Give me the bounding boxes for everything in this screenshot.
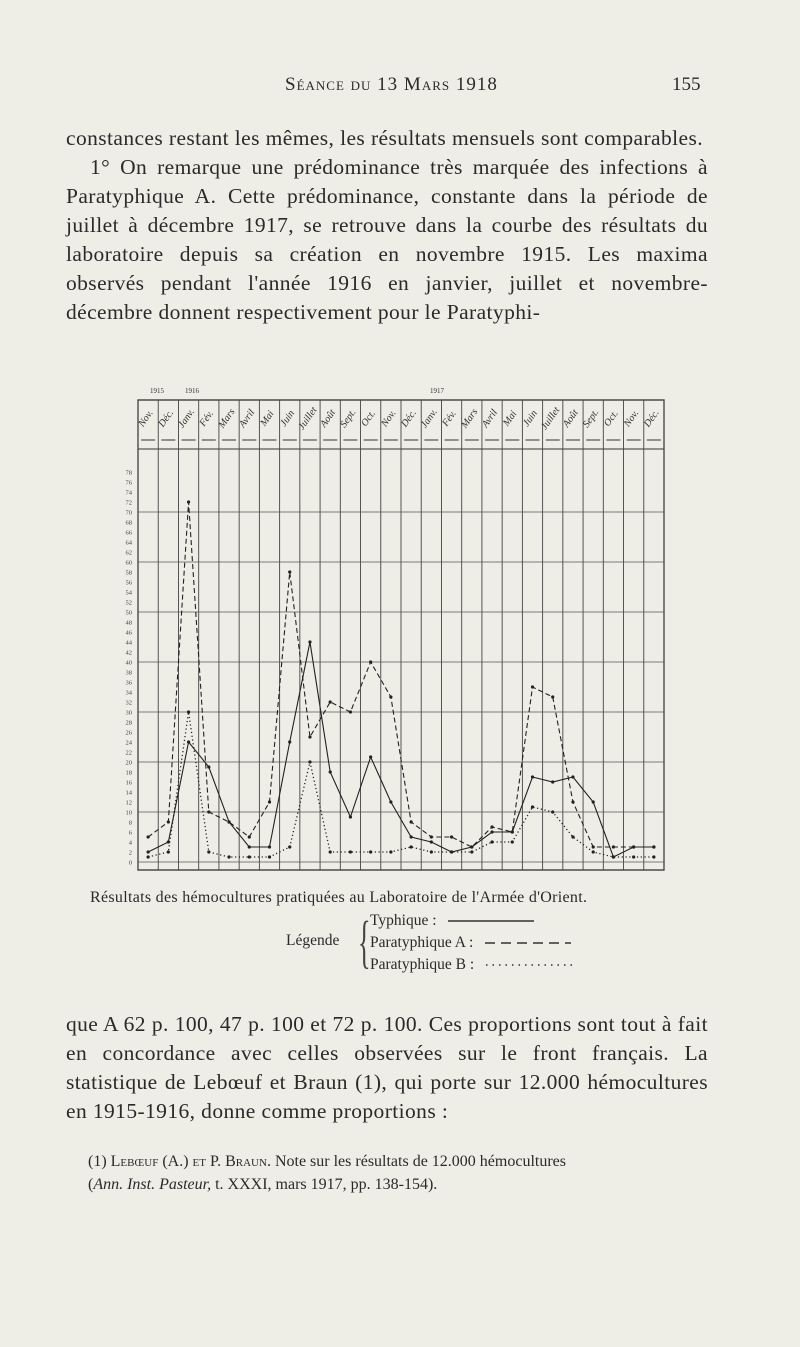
data-point — [612, 855, 615, 858]
y-tick-label: 60 — [125, 559, 132, 567]
year-label: 1917 — [430, 387, 444, 395]
legend-brace: { — [358, 909, 371, 974]
data-point — [369, 850, 372, 853]
legend-label-typhique: Typhique : — [370, 912, 437, 929]
data-point — [147, 855, 150, 858]
legend — [286, 909, 646, 978]
y-tick-label: 2 — [128, 849, 132, 857]
data-point — [308, 735, 311, 738]
running-head — [0, 74, 800, 102]
y-tick-label: 26 — [125, 729, 132, 737]
month-label: Juillet — [296, 405, 320, 432]
month-label: Nov. — [379, 408, 399, 430]
month-label: Juillet — [539, 405, 563, 432]
data-point — [410, 820, 413, 823]
data-point — [490, 840, 493, 843]
month-label: Fév. — [197, 408, 217, 429]
month-label: Mai — [258, 408, 277, 429]
y-tick-label: 46 — [125, 629, 132, 637]
month-label: Oct. — [602, 408, 621, 429]
data-point — [551, 810, 554, 813]
y-tick-label: 54 — [125, 589, 132, 597]
data-point — [652, 855, 655, 858]
data-point — [592, 845, 595, 848]
y-tick-label: 28 — [125, 719, 132, 727]
month-label: Déc. — [641, 407, 662, 430]
data-point — [329, 770, 332, 773]
data-point — [288, 740, 291, 743]
legend-swatch-solid — [448, 918, 534, 924]
data-point — [511, 840, 514, 843]
y-tick-label: 38 — [125, 669, 132, 677]
data-point — [612, 845, 615, 848]
data-point — [592, 850, 595, 853]
data-point — [207, 765, 210, 768]
data-point — [470, 850, 473, 853]
legend-item-paratyphique-a — [370, 934, 571, 956]
month-label: Avril — [237, 407, 258, 430]
y-tick-label: 70 — [125, 509, 132, 517]
month-label: Mars — [459, 406, 481, 431]
data-point — [248, 855, 251, 858]
data-point — [288, 570, 291, 573]
data-point — [389, 850, 392, 853]
y-tick-label: 44 — [125, 639, 132, 647]
paragraph-continuation: constances restant les mêmes, les résultats mensuels sont comparables. — [66, 126, 704, 150]
data-point — [410, 835, 413, 838]
data-point — [268, 800, 271, 803]
running-title: Séance du 13 Mars 1918 — [285, 74, 498, 95]
y-tick-label: 76 — [125, 479, 132, 487]
data-point — [571, 800, 574, 803]
legend-title: Légende — [286, 932, 340, 949]
y-tick-label: 32 — [125, 699, 132, 707]
footnote-marker: (1) — [88, 1153, 107, 1170]
month-label: Avril — [479, 407, 501, 430]
y-tick-label: 64 — [125, 539, 132, 547]
data-point — [470, 845, 473, 848]
y-tick-label: 66 — [125, 529, 132, 537]
month-label: Janv. — [418, 406, 440, 431]
chart-svg — [110, 376, 680, 888]
data-point — [329, 850, 332, 853]
month-label: Fév. — [440, 408, 459, 429]
data-point — [187, 500, 190, 503]
data-point — [308, 760, 311, 763]
data-point — [430, 840, 433, 843]
data-point — [349, 710, 352, 713]
paragraph-proportions: que A 62 p. 100, 47 p. 100 et 72 p. 100. Ces proportions sont tout à fait en concordance avec celles observées sur le front français. La statistique de Lebœuf et Braun (1), qui porte sur 12.000 hémocultures en 1915-1916, donne comme proportions : — [66, 1012, 708, 1123]
data-point — [167, 820, 170, 823]
legend-item-typhique — [370, 912, 534, 934]
legend-item-paratyphique-b — [370, 956, 572, 978]
data-point — [632, 855, 635, 858]
data-point — [187, 740, 190, 743]
data-point — [652, 845, 655, 848]
footnote-details: t. XXXI, mars 1917, pp. 138-154). — [215, 1176, 438, 1193]
legend-label-paratyphique-b: Paratyphique B : — [370, 956, 475, 973]
y-tick-label: 40 — [125, 659, 132, 667]
month-label: Août — [560, 407, 581, 430]
y-tick-label: 18 — [125, 769, 132, 777]
data-point — [329, 700, 332, 703]
data-point — [531, 775, 534, 778]
data-point — [147, 850, 150, 853]
y-tick-label: 72 — [125, 499, 132, 507]
data-point — [430, 835, 433, 838]
data-point — [147, 835, 150, 838]
data-point — [268, 845, 271, 848]
data-point — [268, 855, 271, 858]
y-tick-label: 34 — [125, 689, 132, 697]
data-point — [227, 820, 230, 823]
footnote-text: Note sur les résultats de 12.000 hémocultures — [274, 1153, 566, 1170]
chart-caption: Résultats des hémocultures pratiquées au Laboratoire de l'Armée d'Orient. — [90, 889, 588, 906]
month-label: Juin — [521, 408, 540, 429]
y-tick-label: 14 — [125, 789, 132, 797]
data-point — [592, 800, 595, 803]
month-label: Sept. — [580, 407, 602, 430]
chart — [110, 376, 680, 888]
data-point — [430, 850, 433, 853]
data-point — [531, 685, 534, 688]
y-tick-label: 20 — [125, 759, 132, 767]
y-tick-label: 56 — [125, 579, 132, 587]
data-point — [410, 845, 413, 848]
y-tick-label: 52 — [125, 599, 132, 607]
legend-swatch-dashed — [485, 940, 571, 946]
month-label: Juin — [278, 408, 298, 429]
month-label: Mai — [501, 408, 520, 429]
y-tick-label: 78 — [125, 469, 132, 477]
data-point — [227, 855, 230, 858]
data-point — [450, 850, 453, 853]
data-point — [349, 815, 352, 818]
paragraph-observation-1: 1° On remarque une prédominance très marquée des infections à Paratyphique A. Cette prédominance, constante dans la période de juillet à décembre 1917, se retrouve dans la courbe des résultats du laboratoire depuis sa création en novembre 1915. Les maxima observés pendant l'année 1916 en janvier, juillet et novembre-décembre donnent respectivement pour le Paratyphi- — [66, 155, 708, 324]
top-paragraphs — [66, 124, 708, 327]
data-point — [349, 850, 352, 853]
data-point — [551, 780, 554, 783]
data-point — [248, 845, 251, 848]
data-point — [288, 845, 291, 848]
footnote: (1) Lebœuf (A.) et P. Braun. Note sur les résultats de 12.000 hémocultures (Ann. Inst. Pasteur, t. XXXI, mars 1917, pp. 138-154). — [88, 1153, 566, 1193]
data-point — [551, 695, 554, 698]
month-label: Janv. — [176, 406, 197, 431]
y-tick-label: 0 — [128, 859, 132, 867]
y-tick-label: 22 — [125, 749, 132, 757]
data-point — [531, 805, 534, 808]
data-point — [571, 835, 574, 838]
y-tick-label: 42 — [125, 649, 132, 657]
month-label: Août — [318, 407, 339, 430]
month-label: Sept. — [338, 407, 359, 430]
legend-swatch-dotted — [486, 962, 572, 968]
month-label: Déc. — [156, 407, 177, 430]
data-point — [389, 695, 392, 698]
data-point — [369, 755, 372, 758]
data-point — [187, 710, 190, 713]
data-point — [167, 850, 170, 853]
month-label: Nov. — [621, 408, 642, 430]
data-point — [389, 800, 392, 803]
data-point — [369, 660, 372, 663]
data-point — [571, 775, 574, 778]
data-point — [490, 825, 493, 828]
y-tick-label: 68 — [125, 519, 132, 527]
data-point — [308, 640, 311, 643]
footnote-journal: Ann. Inst. Pasteur, — [93, 1176, 212, 1193]
y-tick-label: 16 — [125, 779, 132, 787]
data-point — [207, 850, 210, 853]
y-tick-label: 10 — [125, 809, 132, 817]
month-label: Nov. — [136, 408, 156, 430]
y-tick-label: 24 — [125, 739, 132, 747]
legend-label-paratyphique-a: Paratyphique A : — [370, 934, 474, 951]
bottom-paragraph — [66, 1010, 708, 1126]
data-point — [248, 835, 251, 838]
year-label: 1916 — [185, 387, 199, 395]
y-tick-label: 4 — [128, 839, 132, 847]
data-point — [490, 830, 493, 833]
data-point — [511, 830, 514, 833]
y-tick-label: 58 — [125, 569, 132, 577]
y-tick-label: 6 — [128, 829, 132, 837]
month-label: Déc. — [399, 407, 419, 430]
y-tick-label: 48 — [125, 619, 132, 627]
footnote-authors: Lebœuf (A.) et P. Braun. — [110, 1153, 271, 1170]
month-label: Oct. — [359, 408, 378, 429]
y-tick-label: 62 — [125, 549, 132, 557]
y-tick-label: 50 — [125, 609, 132, 617]
y-tick-label: 36 — [125, 679, 132, 687]
year-label: 1915 — [150, 387, 164, 395]
data-point — [207, 810, 210, 813]
data-point — [450, 835, 453, 838]
y-tick-label: 74 — [125, 489, 132, 497]
y-tick-label: 8 — [128, 819, 132, 827]
y-tick-label: 30 — [125, 709, 132, 717]
y-tick-label: 12 — [125, 799, 132, 807]
page-number: 155 — [672, 74, 701, 95]
data-point — [632, 845, 635, 848]
month-label: Mars — [216, 406, 238, 431]
